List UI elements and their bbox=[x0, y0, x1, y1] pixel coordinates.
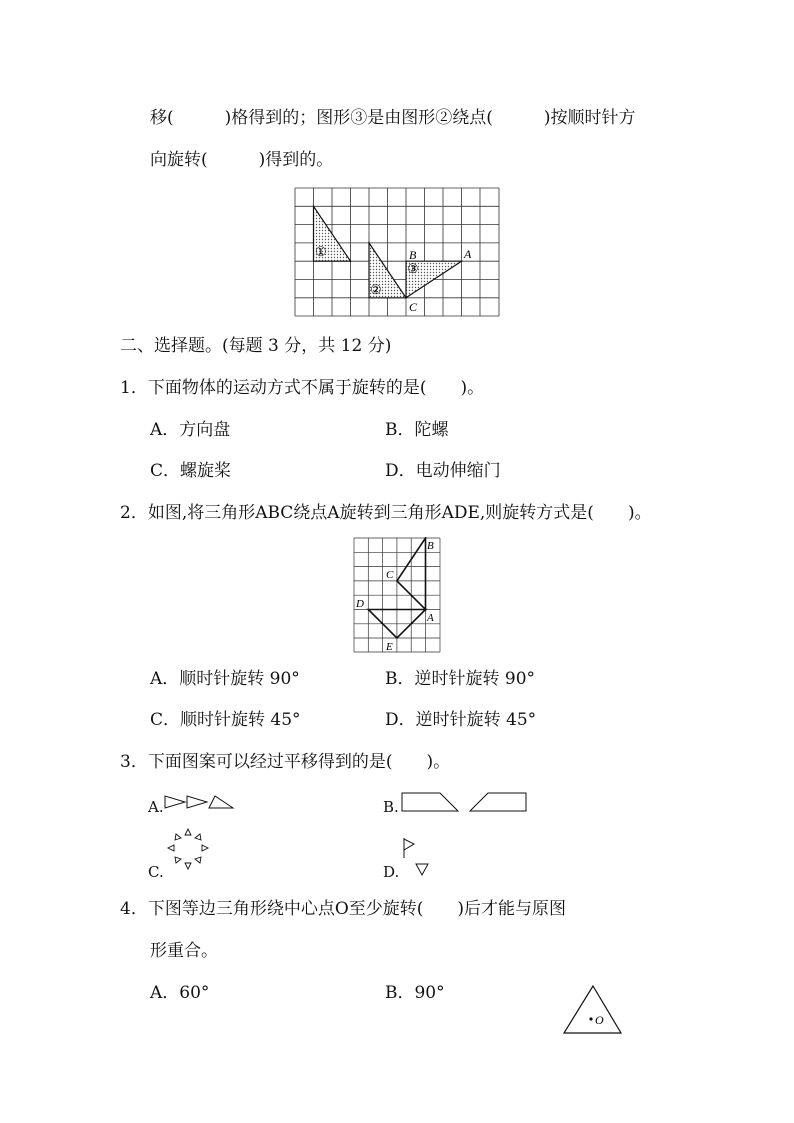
question-4-option-b[interactable]: B．90° bbox=[385, 983, 445, 1003]
label-point-A: A bbox=[464, 247, 472, 261]
grid-lines bbox=[354, 538, 440, 652]
question-4-stem: 4．下图等边三角形绕中心点O至少旋转( )后才能与原图 bbox=[120, 899, 567, 919]
rotation-translation-grid-figure bbox=[294, 187, 500, 317]
question-2-stem: 2．如图,将三角形ABC绕点A旋转到三角形ADE,则旋转方式是( )。 bbox=[120, 503, 652, 523]
option-b-trapezoids-figure bbox=[400, 791, 530, 813]
triangle-rotation-grid-figure bbox=[353, 537, 441, 653]
label-point-C: C bbox=[386, 569, 394, 581]
option-d-flag-triangle-figure bbox=[400, 836, 430, 878]
label-circled-1: ① bbox=[315, 244, 327, 259]
question-1-stem: 1．下面物体的运动方式不属于旋转的是( )。 bbox=[120, 378, 485, 398]
question-3-option-a-label[interactable]: A. bbox=[148, 798, 164, 816]
question-4-stem-continued: 形重合。 bbox=[150, 941, 218, 961]
question-1-option-d[interactable]: D．电动伸缩门 bbox=[385, 461, 501, 481]
intro-line-1: 移( )格得到的；图形③是由图形②绕点( )按顺时针方 bbox=[150, 108, 636, 128]
option-c-ring-of-triangles-figure bbox=[162, 826, 214, 872]
question-2-option-b[interactable]: B．逆时针旋转 90° bbox=[385, 669, 536, 689]
label-center-O: O bbox=[595, 1013, 604, 1027]
intro-line-2: 向旋转( )得到的。 bbox=[150, 150, 334, 170]
question-1-option-c[interactable]: C．螺旋桨 bbox=[150, 461, 232, 481]
question-3-option-b-label[interactable]: B. bbox=[383, 798, 399, 816]
label-circled-2: ② bbox=[370, 282, 382, 297]
question-2-option-d[interactable]: D．逆时针旋转 45° bbox=[385, 710, 537, 730]
label-circled-3: ③ bbox=[407, 261, 419, 276]
question-3-stem: 3．下面图案可以经过平移得到的是( )。 bbox=[120, 752, 451, 772]
question-4-option-a[interactable]: A．60° bbox=[150, 983, 210, 1003]
center-point bbox=[589, 1017, 592, 1020]
label-point-B: B bbox=[409, 248, 417, 262]
label-point-D: D bbox=[356, 598, 364, 610]
equilateral-triangle-figure bbox=[562, 984, 624, 1036]
question-2-option-a[interactable]: A．顺时针旋转 90° bbox=[150, 669, 300, 689]
question-3-option-c-label[interactable]: C. bbox=[148, 863, 164, 881]
label-point-C: C bbox=[409, 300, 418, 314]
option-a-triangles-figure bbox=[163, 794, 235, 810]
label-point-A: A bbox=[427, 612, 434, 624]
question-1-option-b[interactable]: B．陀螺 bbox=[385, 420, 449, 440]
label-point-E: E bbox=[386, 641, 393, 653]
section-2-heading: 二、选择题。(每题 3 分，共 12 分) bbox=[120, 336, 392, 356]
question-1-option-a[interactable]: A．方向盘 bbox=[150, 420, 231, 440]
question-3-option-d-label[interactable]: D. bbox=[383, 863, 400, 881]
question-2-option-c[interactable]: C．顺时针旋转 45° bbox=[150, 710, 301, 730]
label-point-B: B bbox=[427, 540, 434, 552]
